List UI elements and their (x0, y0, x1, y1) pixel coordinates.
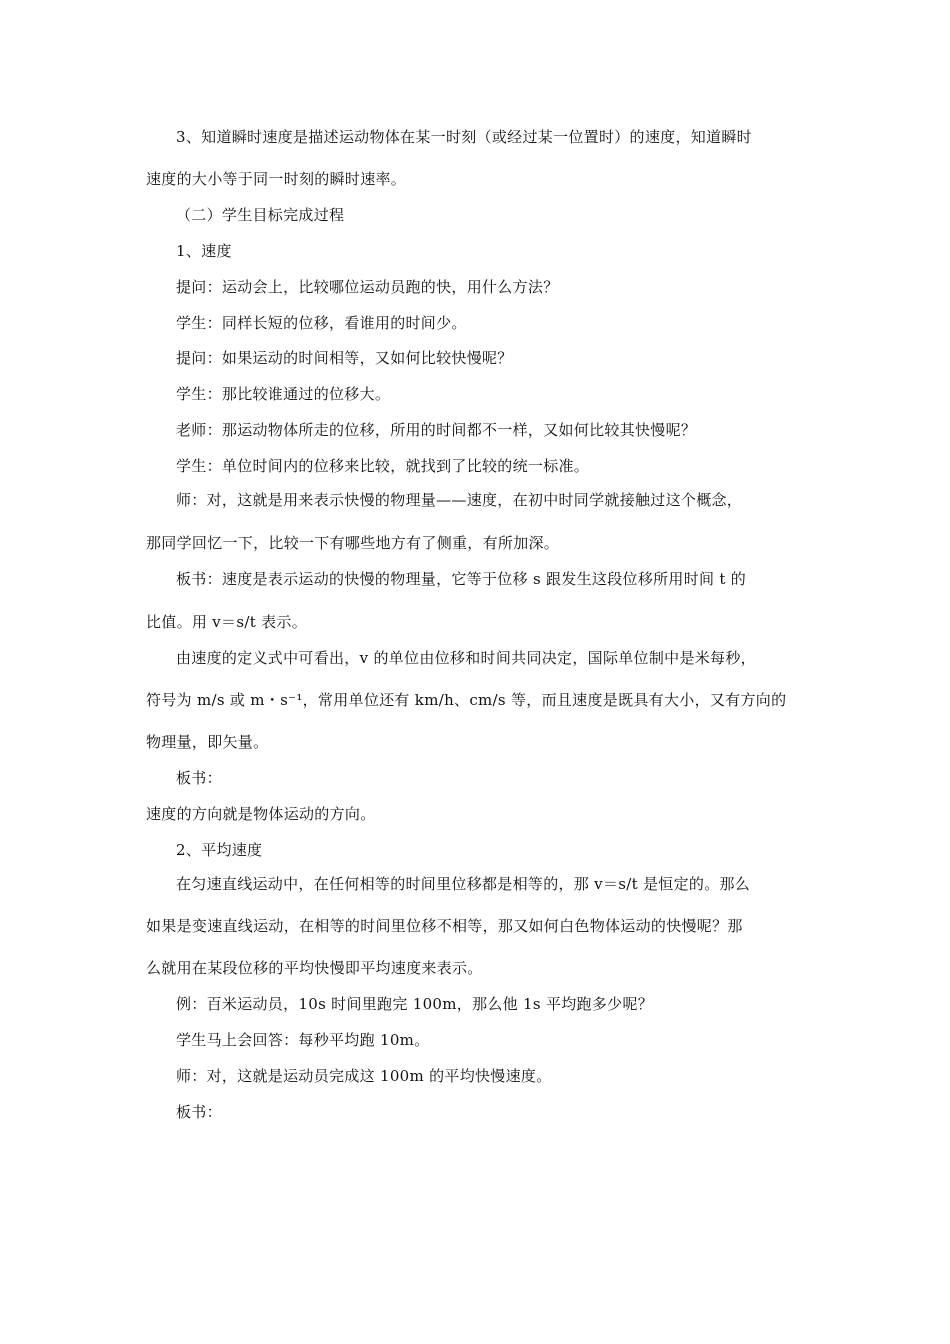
paragraph-line: 比值。用 v＝s/t 表示。 (146, 613, 307, 631)
paragraph-line: 学生：单位时间内的位移来比较，就找到了比较的统一标准。 (176, 457, 590, 475)
paragraph-line: 师：对，这就是运动员完成这 100m 的平均快慢速度。 (176, 1067, 552, 1085)
paragraph-line: 学生：那比较谁通过的位移大。 (176, 385, 391, 403)
paragraph-line: 学生马上会回答：每秒平均跑 10m。 (176, 1031, 430, 1049)
paragraph-line: 提问：如果运动的时间相等，又如何比较快慢呢？ (176, 349, 513, 367)
paragraph-line: 板书： (176, 1103, 222, 1121)
subsection-heading: 2、平均速度 (176, 841, 263, 859)
paragraph-line: 3、知道瞬时速度是描述运动物体在某一时刻（或经过某一位置时）的速度，知道瞬时 (176, 128, 752, 146)
section-heading: （二）学生目标完成过程 (176, 206, 345, 224)
paragraph-line: 板书：速度是表示运动的快慢的物理量，它等于位移 s 跟发生这段位移所用时间 t 的 (176, 570, 747, 588)
paragraph-line: 那同学回忆一下，比较一下有哪些地方有了侧重，有所加深。 (146, 534, 560, 552)
paragraph-line: 符号为 m/s 或 m・s⁻¹，常用单位还有 km/h、cm/s 等，而且速度是既具有大小，又有方向的 (146, 691, 787, 709)
paragraph-line: 在匀速直线运动中，在任何相等的时间里位移都是相等的，那 v＝s/t 是恒定的。那么 (176, 875, 751, 893)
paragraph-line: 老师：那运动物体所走的位移，所用的时间都不一样，又如何比较其快慢呢？ (176, 421, 697, 439)
paragraph-line: 师：对，这就是用来表示快慢的物理量——速度，在初中时同学就接触过这个概念， (176, 491, 743, 509)
paragraph-line: 板书： (176, 769, 222, 787)
subsection-heading: 1、速度 (176, 242, 232, 260)
paragraph-line: 例：百米运动员，10s 时间里跑完 100m，那么他 1s 平均跑多少呢？ (176, 995, 654, 1013)
paragraph-line: 物理量，即矢量。 (146, 733, 269, 751)
paragraph-line: 提问：运动会上，比较哪位运动员跑的快，用什么方法？ (176, 278, 559, 296)
paragraph-line: 学生：同样长短的位移，看谁用的时间少。 (176, 314, 467, 332)
paragraph-line: 如果是变速直线运动，在相等的时间里位移不相等，那又如何白色物体运动的快慢呢？那 (146, 917, 743, 935)
paragraph-line: 速度的大小等于同一时刻的瞬时速率。 (146, 170, 407, 188)
paragraph-line: 由速度的定义式中可看出，v 的单位由位移和时间共同决定，国际单位制中是米每秒， (176, 649, 756, 667)
paragraph-line: 速度的方向就是物体运动的方向。 (146, 805, 376, 823)
paragraph-line: 么就用在某段位移的平均快慢即平均速度来表示。 (146, 959, 483, 977)
